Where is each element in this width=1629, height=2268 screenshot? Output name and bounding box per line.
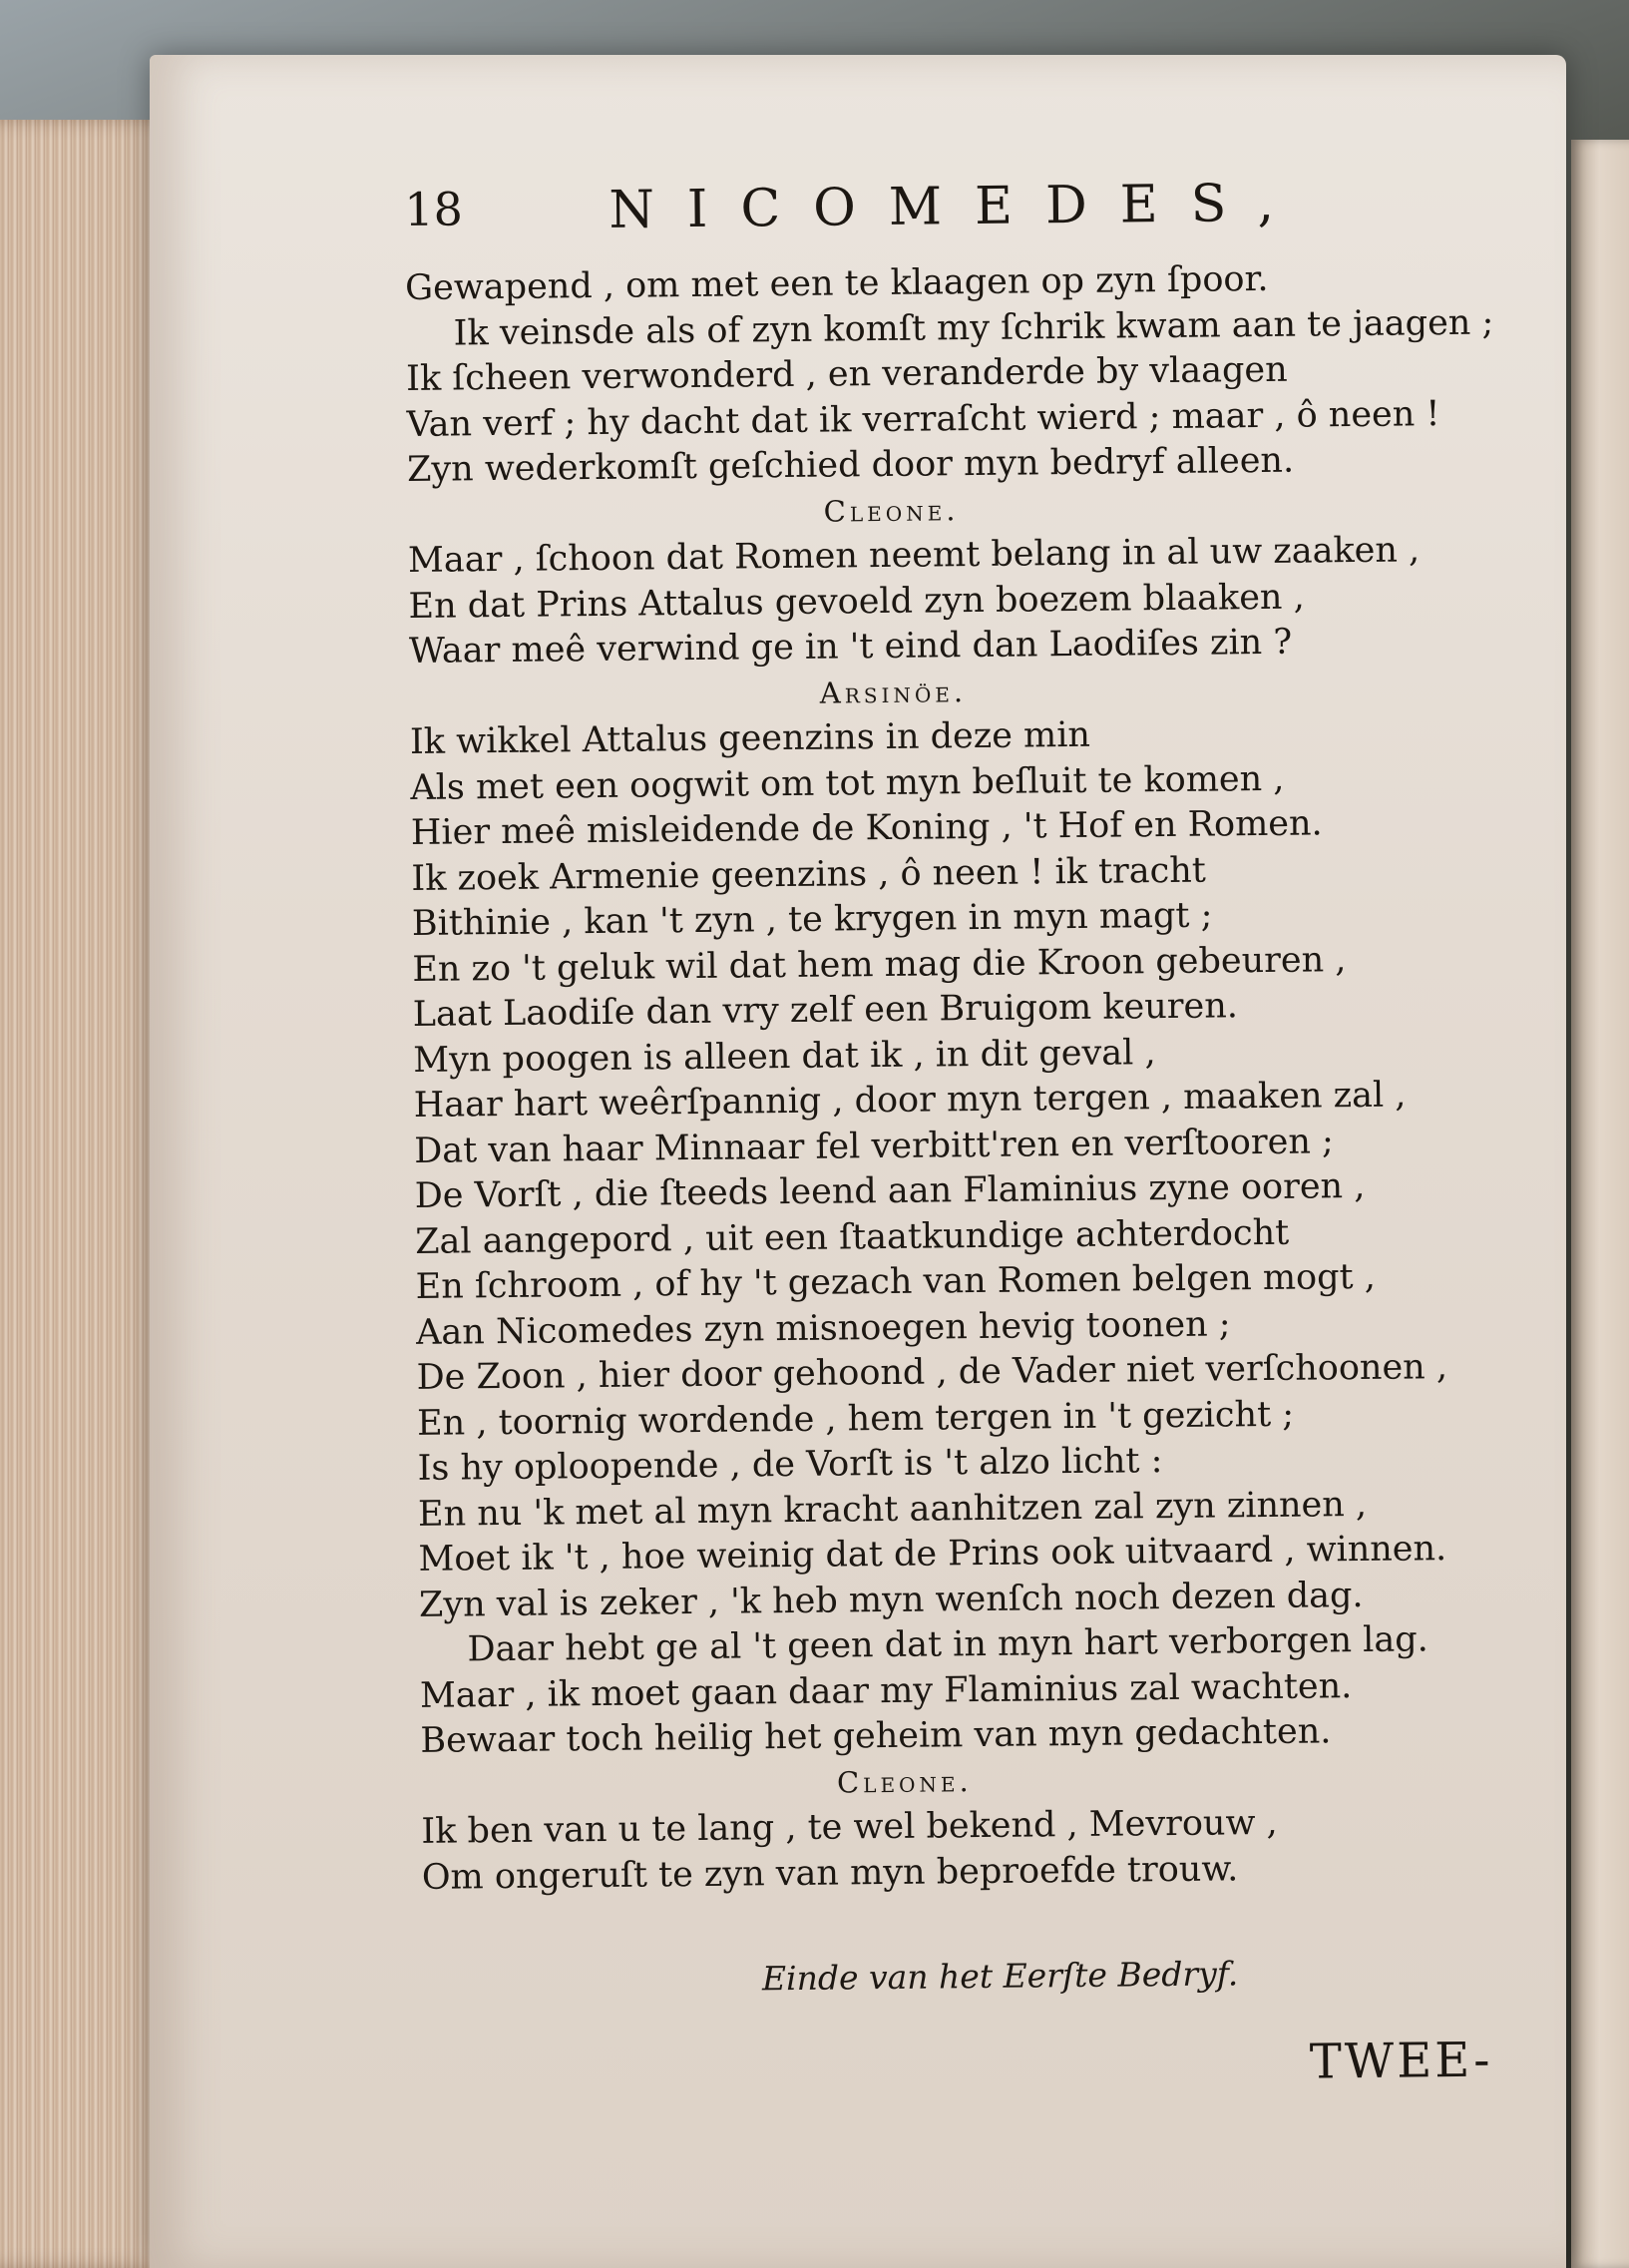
- page-header: [404, 163, 1512, 266]
- verse-line: Zal aangepord , uit een ſtaatkundige achterdocht: [414, 1212, 1290, 1262]
- running-title: NICOMEDES,: [609, 173, 1308, 240]
- verse-line: Haar hart weêrſpannig , door myn tergen , maaken zal ,: [413, 1075, 1407, 1126]
- verse-line: En , toornig wordende , hem tergen in 't gezicht ;: [416, 1394, 1295, 1444]
- verse-line: Maar , ſchoon dat Romen neemt belang in al uw zaaken ,: [407, 530, 1421, 581]
- speaker-label: Cleone.: [823, 492, 960, 529]
- page-number: 18: [404, 182, 464, 236]
- verse-line: Om ongeruſt te zyn van myn beproefde trouw.: [421, 1848, 1239, 1898]
- verse-line: Ik ben van u te lang , te wel bekend , Mevrouw ,: [421, 1802, 1278, 1852]
- verse-line: En ſchroom , of hy 't gezach van Romen belgen mogt ,: [415, 1256, 1377, 1307]
- facing-page-edge: [1571, 140, 1629, 2268]
- verse-line: Dat van haar Minnaar fel verbitt'ren en verſtooren ;: [414, 1121, 1334, 1171]
- verse-line: De Zoon , hier door gehoond , de Vader niet verſchoonen ,: [416, 1347, 1448, 1398]
- verse-line: Is hy oploopende , de Vorſt is 't alzo licht :: [417, 1441, 1163, 1489]
- verse-line: Gewapend , om met een te klaagen op zyn ſpoor.: [404, 258, 1269, 308]
- verse-lines: [405, 254, 1529, 1901]
- verse-line: Hier meê misleidende de Koning , 't Hof en Romen.: [410, 803, 1323, 853]
- verse-line: Aan Nicomedes zyn misnoegen hevig toonen ;: [415, 1303, 1231, 1353]
- catchword: TWEE-: [1309, 2032, 1493, 2090]
- verse-line: Moet ik 't , hoe weinig dat de Prins ook uitvaard , winnen.: [418, 1529, 1447, 1580]
- act-end-line: Einde van het Eerſte Bedryf.: [761, 1954, 1239, 1999]
- verse-line: Ik ſcheen verwonderd , en veranderde by vlaagen: [405, 349, 1288, 399]
- verse-line: En nu 'k met al myn kracht aanhitzen zal zyn zinnen ,: [417, 1484, 1368, 1535]
- verse-line: Maar , ik moet gaan daar my Flaminius zal wachten.: [419, 1665, 1353, 1716]
- verse-line: Als met een oogwit om tot myn beſluit te komen ,: [410, 758, 1285, 808]
- speaker-label: Cleone.: [836, 1763, 973, 1800]
- verse-line: Ik wikkel Attalus geenzins in deze min: [409, 714, 1091, 762]
- verse-line: Ik veinsde als of zyn komſt my ſchrik kwam aan te jaagen ;: [453, 302, 1494, 353]
- verse-line: En zo 't geluk wil dat hem mag die Kroon gebeuren ,: [412, 939, 1347, 990]
- verse-line: De Vorſt , die ſteeds leend aan Flaminius zyne ooren ,: [414, 1165, 1366, 1216]
- page-text-block: [404, 163, 1531, 2099]
- verse-line: Bewaar toch heilig het geheim van myn gedachten.: [420, 1711, 1332, 1761]
- verse-line: Zyn wederkomſt geſchied door myn bedryf alleen.: [406, 440, 1295, 490]
- verse-line: Zyn val is zeker , 'k heb myn wenſch noch dezen dag.: [418, 1575, 1364, 1625]
- verse-line: Daar hebt ge al 't geen dat in myn hart verborgen lag.: [467, 1619, 1428, 1670]
- speaker-label: Arsinöe.: [819, 674, 968, 710]
- verse-line: Laat Laodiſe dan vry zelf een Bruigom keuren.: [412, 986, 1239, 1035]
- verse-line: Myn poogen is alleen dat ik , in dit geval ,: [413, 1032, 1156, 1081]
- verse-line: Ik zoek Armenie geenzins , ô neen ! ik tracht: [411, 850, 1207, 899]
- verse-line: Van verf ; hy dacht dat ik verraſcht wierd ; maar , ô neen !: [406, 393, 1440, 445]
- verse-line: En dat Prins Attalus gevoeld zyn boezem blaaken ,: [408, 577, 1305, 627]
- verse-line: Waar meê verwind ge in 't eind dan Laodiſes zin ?: [408, 622, 1293, 672]
- verse-line: Bithinie , kan 't zyn , te krygen in myn magt ;: [411, 895, 1213, 944]
